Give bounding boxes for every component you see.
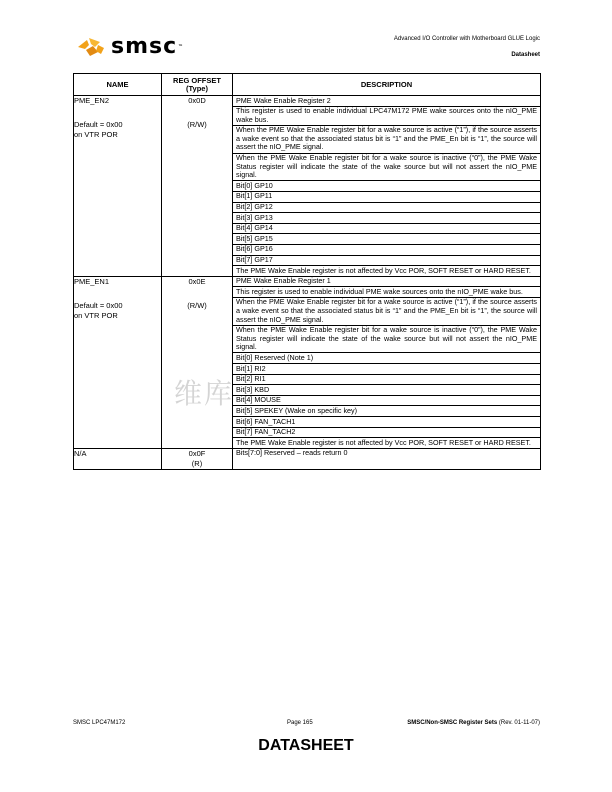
- column-header-description: DESCRIPTION: [233, 74, 541, 96]
- description-line: PME Wake Enable Register 2: [233, 96, 540, 107]
- register-name-cell: [74, 448, 162, 469]
- register-default: Default = 0x00: [74, 120, 123, 129]
- description-line: Bit[2] GP12: [233, 203, 540, 214]
- description-line: Bit[4] GP14: [233, 224, 540, 235]
- column-header-offset: REG OFFSET (Type): [162, 74, 233, 96]
- description-line: Bit[0] GP10: [233, 181, 540, 192]
- register-description-cell: [233, 276, 541, 448]
- description-line: Bit[3] GP13: [233, 213, 540, 224]
- description-line: The PME Wake Enable register is not affected by Vcc POR, SOFT RESET or HARD RESET.: [236, 265, 531, 275]
- register-name: N/A: [74, 448, 87, 458]
- register-offset: 0x0F: [188, 448, 206, 458]
- description-line: Bit[5] GP15: [233, 234, 540, 245]
- description-line: Bit[3] KBD: [233, 385, 540, 396]
- description-line: Bit[1] GP11: [233, 192, 540, 203]
- footer-section-title: SMSC/Non-SMSC Register Sets: [407, 720, 498, 726]
- register-description-cell: [233, 96, 541, 277]
- footer-page-number: Page 165: [287, 720, 313, 726]
- register-offset: 0x0E: [188, 276, 206, 286]
- table-row: [74, 96, 541, 277]
- description-line: This register is used to enable individual LPC47M172 PME wake sources onto the nIO_PME wake bus.: [233, 107, 540, 126]
- register-name: PME_EN1: [74, 276, 110, 286]
- description-line: Bits[7:0] Reserved – reads return 0: [236, 448, 348, 458]
- description-line: The PME Wake Enable register is not affected by Vcc POR, SOFT RESET or HARD RESET.: [236, 437, 531, 447]
- table-row: [74, 276, 541, 448]
- description-line: Bit[7] FAN_TACH2: [233, 428, 540, 439]
- register-name-cell: [74, 276, 162, 448]
- description-line: Bit[1] RI2: [233, 364, 540, 375]
- register-offset-cell: [162, 96, 233, 277]
- description-line: Bit[4] MOUSE: [233, 396, 540, 407]
- register-default-note: on VTR POR: [74, 130, 118, 139]
- register-type: (R/W): [187, 120, 207, 129]
- datasheet-banner: DATASHEET: [258, 737, 354, 754]
- footer-revision: (Rev. 01-11-07): [497, 720, 540, 726]
- register-type: (R/W): [187, 300, 207, 310]
- logo-wordmark: smsc™: [111, 34, 185, 59]
- description-line: Bit[0] Reserved (Note 1): [233, 353, 540, 364]
- register-table: [73, 73, 541, 470]
- description-line: This register is used to enable individual PME wake sources onto the nIO_PME wake bus.: [233, 287, 540, 298]
- smsc-logo: [76, 36, 184, 58]
- document-subtitle: Datasheet: [511, 52, 540, 58]
- column-header-name: NAME: [74, 74, 162, 96]
- description-line: When the PME Wake Enable register bit for a wake source is active (“1”), if the source asserts a wake event so that the associated status bit is “1” and the PME_En bit is “1”, the source will assert the nIO_PME signal.: [233, 126, 540, 154]
- register-name: PME_EN2: [74, 96, 110, 105]
- smsc-logo-icon: [76, 36, 106, 58]
- table-row: [74, 448, 541, 469]
- register-description-cell: [233, 448, 541, 469]
- register-offset-cell: [162, 448, 233, 469]
- description-line: Bit[6] FAN_TACH1: [233, 417, 540, 428]
- register-default-note: on VTR POR: [74, 310, 118, 320]
- document-title: Advanced I/O Controller with Motherboard GLUE Logic: [393, 36, 540, 42]
- description-line: When the PME Wake Enable register bit for a wake source is active (“1”), if the source asserts a wake event so that the associated status bit is “1” and the PME_En bit is “1”, the source will assert the nIO_PME signal.: [233, 298, 540, 326]
- register-type: (R): [191, 458, 203, 468]
- register-offset-cell: [162, 276, 233, 448]
- register-offset: 0x0D: [188, 96, 206, 105]
- description-line: Bit[2] RI1: [233, 375, 540, 386]
- table-header-row: [74, 74, 541, 96]
- register-name-cell: [74, 96, 162, 277]
- register-default: Default = 0x00: [74, 300, 123, 310]
- footer-section: [407, 720, 540, 726]
- description-line: When the PME Wake Enable register bit for a wake source is inactive (“0”), the PME Wake Status register will indicate the state of the wake source but will not assert the nIO_PME signal.: [233, 326, 540, 354]
- description-line: Bit[5] SPEKEY (Wake on specific key): [233, 406, 540, 417]
- watermark: 维库: [174, 377, 235, 410]
- description-line: Bit[6] GP16: [233, 245, 540, 256]
- description-line: Bit[7] GP17: [233, 256, 540, 267]
- description-line: PME Wake Enable Register 1: [233, 277, 540, 288]
- footer-product: SMSC LPC47M172: [73, 720, 126, 726]
- description-line: When the PME Wake Enable register bit for a wake source is inactive (“0”), the PME Wake Status register will indicate the state of the wake source but will not assert the nIO_PME signal.: [233, 154, 540, 182]
